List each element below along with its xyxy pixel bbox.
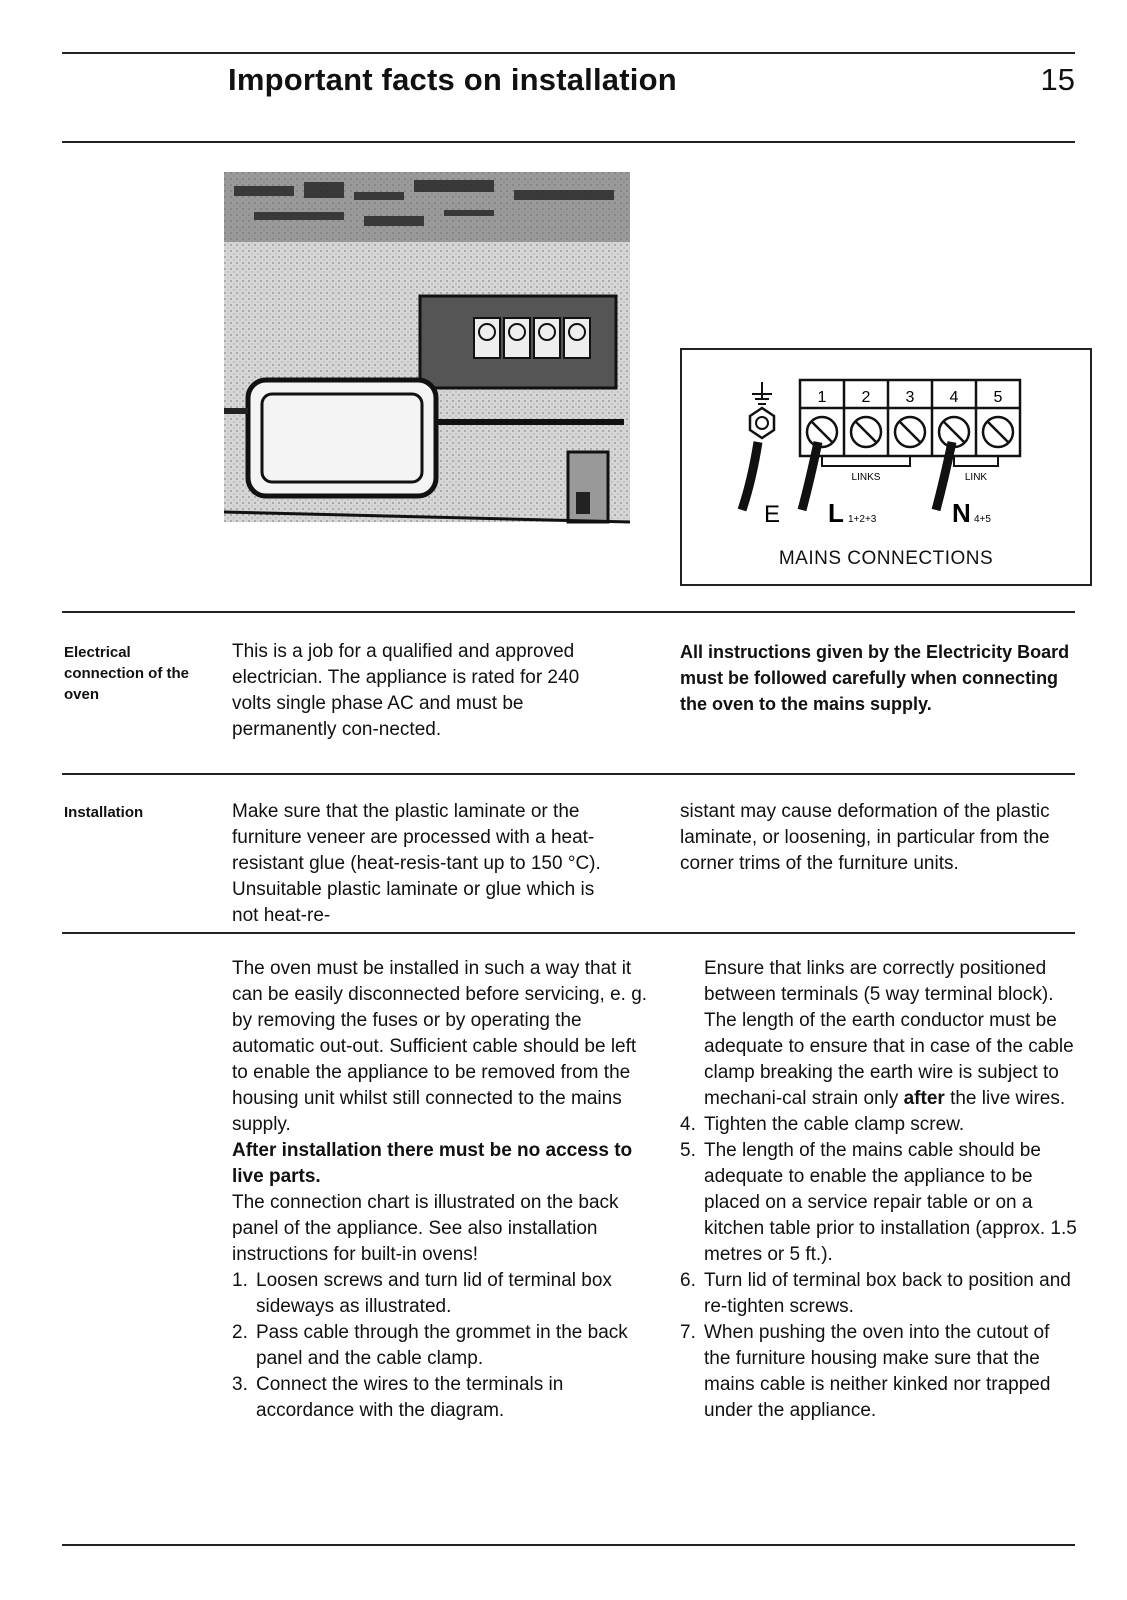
header-rule bbox=[62, 141, 1075, 143]
side-label-installation: Installation bbox=[64, 804, 144, 821]
procedure-left-column bbox=[232, 956, 652, 1424]
electrical-section-rule bbox=[62, 611, 1075, 613]
live-subscript: 1+2+3 bbox=[848, 514, 877, 525]
procedure-continuation: Ensure that links are correctly positioned between terminals (5 way terminal block). The length of the earth conductor must be adequate to ensure that in case of the cable clamp breaking the earth wire is subject to mechani-cal strain only after the live wires. bbox=[704, 958, 1074, 1109]
list-item: 5. The length of the mains cable should be adequate to enable the appliance to be placed on a service repair table or on a kitchen table prior to installation (approx. 1.5 metres or 5 ft.). bbox=[680, 1140, 1077, 1265]
bottom-rule bbox=[62, 1544, 1075, 1546]
procedure-section-rule bbox=[62, 932, 1075, 934]
electrical-text-right: All instructions given by the Electricity Board must be followed carefully when connecting the oven to the mains supply. bbox=[680, 642, 1070, 714]
neutral-label: N bbox=[952, 498, 971, 528]
procedure-right-column bbox=[680, 956, 1080, 1424]
installation-section-rule bbox=[62, 773, 1075, 775]
terminal-box-photo bbox=[224, 172, 636, 542]
procedure-note: The connection chart is illustrated on the back panel of the appliance. See also installation instructions for built-in ovens! bbox=[232, 1192, 619, 1265]
list-item: 1. Loosen screws and turn lid of terminal box sideways as illustrated. bbox=[232, 1270, 612, 1317]
terminal-3-label: 3 bbox=[905, 389, 915, 406]
link-label: LINK bbox=[964, 472, 988, 483]
list-item: 2. Pass cable through the grommet in the back panel and the cable clamp. bbox=[232, 1322, 628, 1369]
terminal-4-label: 4 bbox=[949, 389, 959, 406]
electrical-text-left: This is a job for a qualified and approved electrician. The appliance is rated for 240 volts single phase AC and must be permanently con-nected. bbox=[232, 641, 580, 740]
top-rule bbox=[62, 52, 1075, 54]
list-item: 7. When pushing the oven into the cutout of the furniture housing make sure that the mains cable is neither kinked nor trapped under the appliance. bbox=[680, 1322, 1051, 1421]
links-label: LINKS bbox=[851, 472, 881, 483]
diagram-caption: MAINS CONNECTIONS bbox=[778, 548, 994, 569]
page-title: Important facts on installation bbox=[228, 62, 677, 97]
terminal-2-label: 2 bbox=[861, 389, 871, 406]
side-label-electrical: Electrical connection of the oven bbox=[64, 644, 189, 703]
page-number: 15 bbox=[1040, 62, 1075, 97]
installation-text-right: sistant may cause deformation of the plastic laminate, or loosening, in particular from the corner trims of the furniture units. bbox=[680, 801, 1050, 874]
earth-label: E bbox=[764, 501, 781, 528]
terminal-5-label: 5 bbox=[993, 389, 1003, 406]
steps-left-list bbox=[232, 1268, 652, 1424]
list-item: 4. Tighten the cable clamp screw. bbox=[680, 1114, 965, 1135]
list-item: 6. Turn lid of terminal box back to position and re-tighten screws. bbox=[680, 1270, 1071, 1317]
neutral-subscript: 4+5 bbox=[974, 514, 991, 525]
mains-connections-diagram bbox=[680, 348, 1092, 586]
procedure-intro: The oven must be installed in such a way that it can be easily disconnected before servicing, e. g. by removing the fuses or by operating the automatic out-out. Sufficient cable should be left to enable the appliance to be removed from the housing unit whilst still connected to the mains supply. bbox=[232, 958, 648, 1135]
installation-text-left: Make sure that the plastic laminate or the furniture veneer are processed with a heat-resistant glue (heat-resis-tant up to 150 °C). Unsuitable plastic laminate or glue which is not heat-re- bbox=[232, 801, 601, 926]
procedure-warning: After installation there must be no access to live parts. bbox=[232, 1140, 633, 1187]
live-label: L bbox=[828, 498, 844, 528]
earth-symbol-icon bbox=[750, 382, 774, 438]
terminal-1-label: 1 bbox=[817, 389, 827, 406]
steps-right-list bbox=[680, 1112, 1080, 1424]
list-item: 3. Connect the wires to the terminals in accordance with the diagram. bbox=[232, 1374, 564, 1421]
